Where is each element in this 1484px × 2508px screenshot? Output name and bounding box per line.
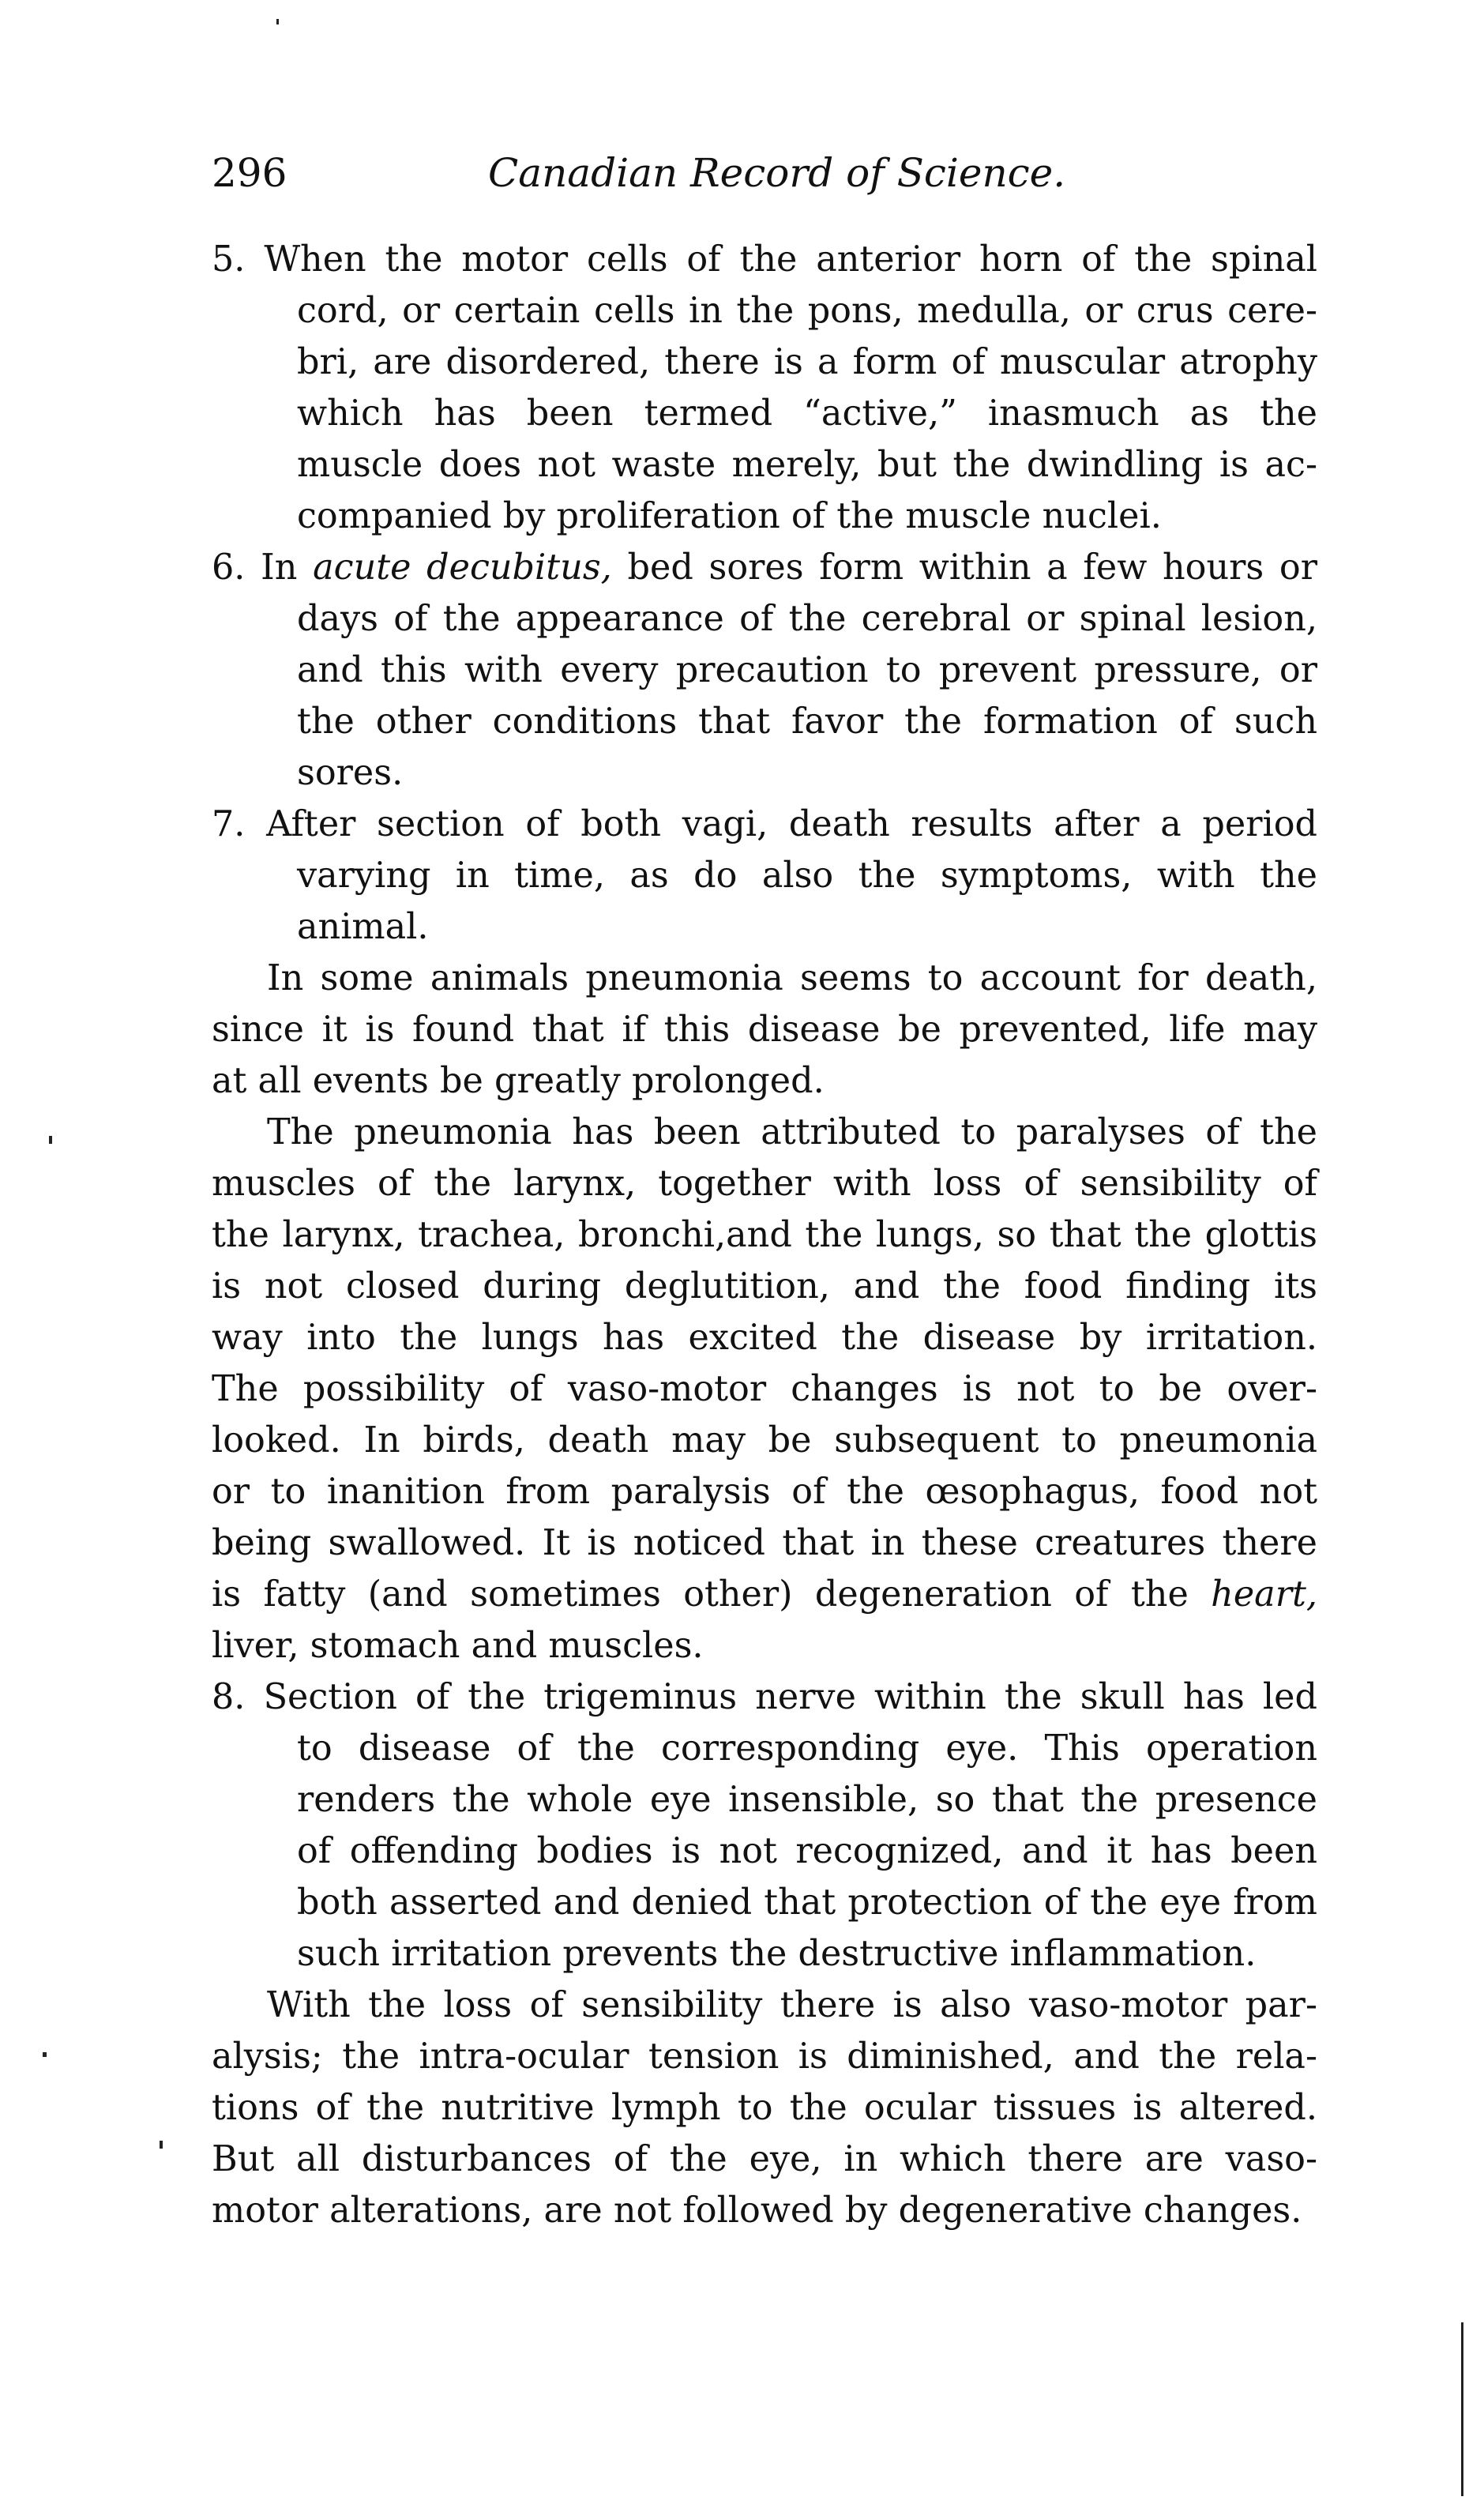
item-number: 7. <box>212 804 246 844</box>
text-line: varying in time, as do also the symptoms, with the <box>297 855 1317 896</box>
text-line: since it is found that if this disease be prevented, life may <box>212 1010 1317 1050</box>
page-number: 296 <box>212 150 287 196</box>
text-line: days of the appearance of the cerebral or spinal lesion, <box>297 599 1317 639</box>
text-line: or to inanition from paralysis of the œsophagus, food not <box>212 1472 1317 1512</box>
text-line: way into the lungs has excited the disease by irritation. <box>212 1318 1317 1358</box>
text-line: With the loss of sensibility there is also vaso-motor par- <box>267 1985 1317 2025</box>
item-number: 6. <box>212 547 246 588</box>
italic-term: acute decubitus, <box>313 547 612 588</box>
scan-speck <box>160 2141 163 2149</box>
italic-term: heart, <box>1211 1574 1317 1615</box>
list-item-6 <box>212 542 1317 799</box>
page-body <box>212 234 1317 2236</box>
text-line: looked. In birds, death may be subsequent to pneumonia <box>212 1420 1317 1461</box>
text-line: When the motor cells of the anterior horn of the spinal <box>264 239 1317 280</box>
list-item-7 <box>212 799 1317 953</box>
text-line: at all events be greatly prolonged. <box>212 1061 825 1101</box>
text-line: In some animals pneumonia seems to account for death, <box>267 958 1317 998</box>
text-line: muscle does not waste merely, but the dwindling is ac- <box>297 445 1317 485</box>
text-line: the larynx, trachea, bronchi,and the lungs, so that the glottis <box>212 1215 1317 1255</box>
paragraph <box>212 1980 1317 2236</box>
text-line: sores. <box>297 753 404 793</box>
scan-speck <box>276 19 279 24</box>
text-line: and this with every precaution to prevent pressure, or <box>297 650 1317 690</box>
page-header <box>212 150 1317 213</box>
text-line: the other conditions that favor the formation of such <box>297 701 1317 742</box>
text-line: which has been termed “active,” inasmuch as the <box>297 393 1317 434</box>
text-line: renders the whole eye insensible, so that the presence <box>297 1780 1317 1820</box>
text-line: alysis; the intra-ocular tension is diminished, and the rela- <box>212 2036 1317 2077</box>
text-line: But all disturbances of the eye, in which there are vaso- <box>212 2139 1317 2179</box>
text-fragment: In <box>261 547 314 588</box>
text-fragment: is fatty (and sometimes other) degeneration of the <box>212 1574 1212 1615</box>
text-line: liver, stomach and muscles. <box>212 1626 704 1666</box>
item-number: 5. <box>212 239 246 280</box>
text-line: to disease of the corresponding eye. This operation <box>297 1728 1317 1769</box>
text-line: cord, or certain cells in the pons, medulla, or crus cere- <box>297 291 1317 331</box>
scan-edge-line <box>1461 2322 1463 2496</box>
text-line: is not closed during deglutition, and the food finding its <box>212 1266 1317 1307</box>
text-line: bri, are disordered, there is a form of muscular atrophy <box>297 342 1317 382</box>
text-line: companied by proliferation of the muscle nuclei. <box>297 496 1162 536</box>
list-item-5 <box>212 234 1317 542</box>
text-line: tions of the nutritive lymph to the ocular tissues is altered. <box>212 2088 1317 2128</box>
text-line: motor alterations, are not followed by degenerative changes. <box>212 2190 1302 2231</box>
scan-speck <box>43 2052 47 2057</box>
text-line: both asserted and denied that protection of the eye from <box>297 1882 1317 1923</box>
text-line: such irritation prevents the destructive inflammation. <box>297 1934 1257 1974</box>
text-line: muscles of the larynx, together with loss of sensibility of <box>212 1164 1317 1204</box>
text-line: of offending bodies is not recognized, and it has been <box>297 1831 1317 1871</box>
text-line: The pneumonia has been attributed to paralyses of the <box>267 1112 1317 1152</box>
list-item-8 <box>212 1671 1317 1980</box>
text-line: Section of the trigeminus nerve within the skull has led <box>263 1677 1317 1717</box>
paragraph <box>212 1107 1317 1671</box>
text-fragment: bed sores form within a few hours or <box>611 547 1317 588</box>
text-line: The possibility of vaso-motor changes is not to be over- <box>212 1369 1317 1409</box>
scan-speck <box>49 1136 52 1144</box>
text-line: animal. <box>297 907 429 947</box>
item-number: 8. <box>212 1677 246 1717</box>
text-line: After section of both vagi, death results after a period <box>266 804 1317 844</box>
running-title: Canadian Record of Science. <box>488 150 1066 196</box>
paragraph <box>212 953 1317 1107</box>
text-line: being swallowed. It is noticed that in these creatures there <box>212 1523 1317 1563</box>
